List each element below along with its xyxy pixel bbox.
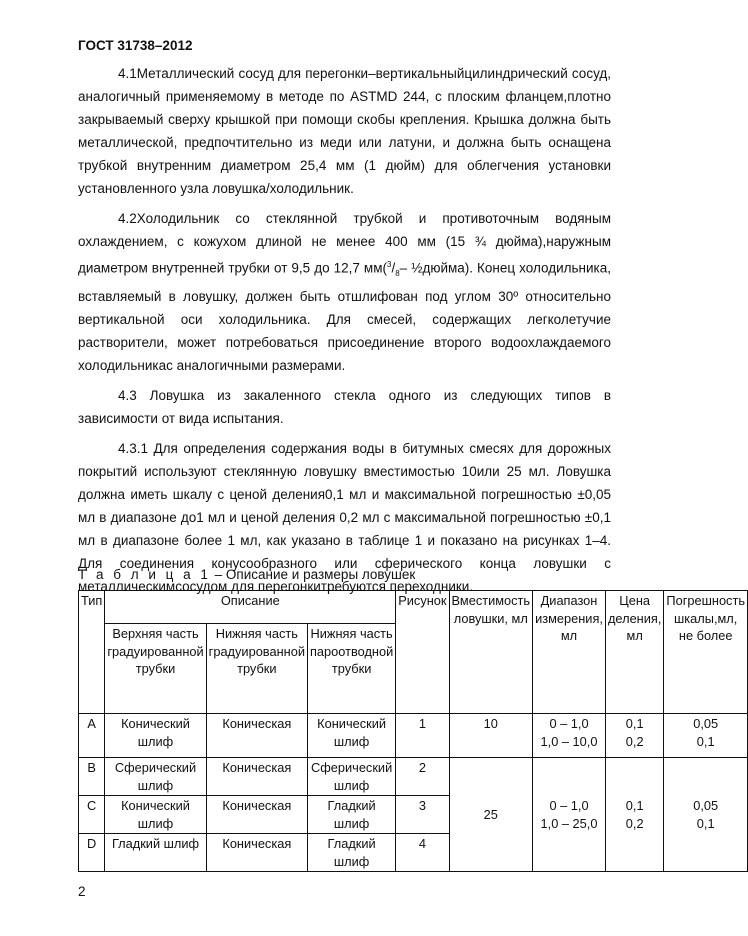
cell-lower: Коническая <box>206 834 307 872</box>
cell-range-2: 1,0 – 10,0 <box>540 733 598 749</box>
cell-figure: 4 <box>396 834 449 872</box>
cell-range-1: 0 – 1,0 <box>549 716 589 731</box>
cell-error <box>664 714 748 758</box>
paragraph-4-3-1: 4.3.1 Для определения содержания воды в битумных смесях для дорожных покрытий используют стеклянную ловушку вместимостью 10или 25 мл. Ловушка должна иметь шкалу с ценой деления0,1 мл и максимальной погрешностью ±0,05 мл в диапазоне до1 мл и ценой деления 0,2 мл с максимальной погрешностью ±0,1 мл в диапазоне более 1 мл, как указано в таблице 1 и показано на рисунках 1–4. Для соединения конусообразного или сферического конца ловушки с металлическимсосудом для перегонкитребуются переходники. <box>78 441 611 595</box>
cell-type: B <box>79 758 105 796</box>
table-caption <box>78 567 415 582</box>
header-range: Диапазон измерения, мл <box>533 591 606 714</box>
fraction-slash: / <box>391 260 396 276</box>
header-division: Цена деления, мл <box>605 591 663 714</box>
cell-error-1: 0,05 <box>693 798 719 813</box>
paragraph-4-2-part-c: – ½дюйма). Конец холодильника, вставляемый в ловушку, должен быть отшлифован под углом 30º относительно вертикальной оси холодильника. Для смесей, содержащих легколетучие растворители, может потребоваться присоединение второго водоохлаждаемого холодильникас аналогичными размерами. <box>78 260 611 374</box>
cell-lower: Коническая <box>206 758 307 796</box>
cell-capacity-bcd: 25 <box>449 758 533 872</box>
table-row-a <box>79 714 748 758</box>
cell-upper: Сферический шлиф <box>105 758 206 796</box>
paragraph-4-3: 4.3 Ловушка из закаленного стекла одного из следующих типов в зависимости от вида испытания. <box>78 388 611 427</box>
cell-upper: Гладкий шлиф <box>105 834 206 872</box>
header-description: Описание <box>105 591 396 624</box>
body-text <box>78 62 611 598</box>
table-header-row <box>79 591 748 624</box>
cell-figure: 3 <box>396 796 449 834</box>
cell-type: D <box>79 834 105 872</box>
cell-division-1: 0,1 <box>625 716 644 731</box>
cell-lower: Коническая <box>206 714 307 758</box>
header-lower: Нижняя часть градуированной трубки <box>206 624 307 714</box>
cell-range-bcd <box>533 758 606 872</box>
trap-table <box>78 590 748 872</box>
paragraph-4-2-part-a: 4.2Холодильник со стеклянной трубкой и противоточным водяным охлаждением, с кожухом длиной не менее 400 мм (15 ¾ дюйма),наружным диаметром внутренней трубки от 9,5 до 12,7 мм( <box>78 211 611 276</box>
cell-figure: 2 <box>396 758 449 796</box>
cell-error-bcd <box>664 758 748 872</box>
cell-error-2: 0,1 <box>696 733 715 749</box>
header-upper: Верхняя часть градуированной трубки <box>105 624 206 714</box>
cell-division-bcd <box>605 758 663 872</box>
cell-capacity: 10 <box>449 714 533 758</box>
paragraph-4-2 <box>78 207 611 377</box>
paragraph-4-1: 4.1Металлический сосуд для перегонки–вертикальныйцилиндрический сосуд, аналогичный применяемому в методе по ASTMD 244, с плоским фланцем,плотно закрываемый сверху крышкой при помощи скобы крепления. Крышка должна быть металлической, предпочтительно из меди или латуни, и должна быть оснащена трубкой внутренним диаметром 25,4 мм (1 дюйм) для облегчения установки установленного узла ловушка/холодильник. <box>78 66 611 196</box>
cell-error-2: 0,1 <box>696 815 715 831</box>
cell-division <box>605 714 663 758</box>
cell-division-2: 0,2 <box>625 733 644 749</box>
cell-upper: Коничеcкий шлиф <box>105 796 206 834</box>
cell-bottom: Коничеcкий шлиф <box>307 714 395 758</box>
fraction-numerator: 3 <box>386 260 392 269</box>
cell-figure: 1 <box>396 714 449 758</box>
cell-bottom: Гладкий шлиф <box>307 834 395 872</box>
cell-type: C <box>79 796 105 834</box>
header-error: Погрешность шкалы,мл, не более <box>664 591 748 714</box>
header-figure: Рисунок <box>396 591 449 714</box>
page-header: ГОСТ 31738–2012 <box>78 38 193 53</box>
header-capacity: Вместимость ловушки, мл <box>449 591 533 714</box>
cell-division-2: 0,2 <box>625 815 644 831</box>
cell-upper: Коничеcкий шлиф <box>105 714 206 758</box>
page-number: 2 <box>78 884 86 899</box>
cell-lower: Коническая <box>206 796 307 834</box>
cell-range <box>533 714 606 758</box>
header-type: Тип <box>79 591 105 714</box>
fraction-denominator: 8 <box>395 269 400 279</box>
cell-bottom: Сферический шлиф <box>307 758 395 796</box>
cell-range-2: 1,0 – 25,0 <box>540 815 598 831</box>
table-caption-label: Т а б л и ц а 1 <box>78 567 211 582</box>
cell-error-1: 0,05 <box>693 716 719 731</box>
header-bottom: Нижняя часть пароотводной трубки <box>307 624 395 714</box>
table-caption-text: – Описание и размеры ловушек <box>210 567 416 582</box>
table-row-b <box>79 758 748 796</box>
cell-type: A <box>79 714 105 758</box>
cell-division-1: 0,1 <box>625 798 644 813</box>
cell-bottom: Гладкий шлиф <box>307 796 395 834</box>
cell-range-1: 0 – 1,0 <box>549 798 589 813</box>
